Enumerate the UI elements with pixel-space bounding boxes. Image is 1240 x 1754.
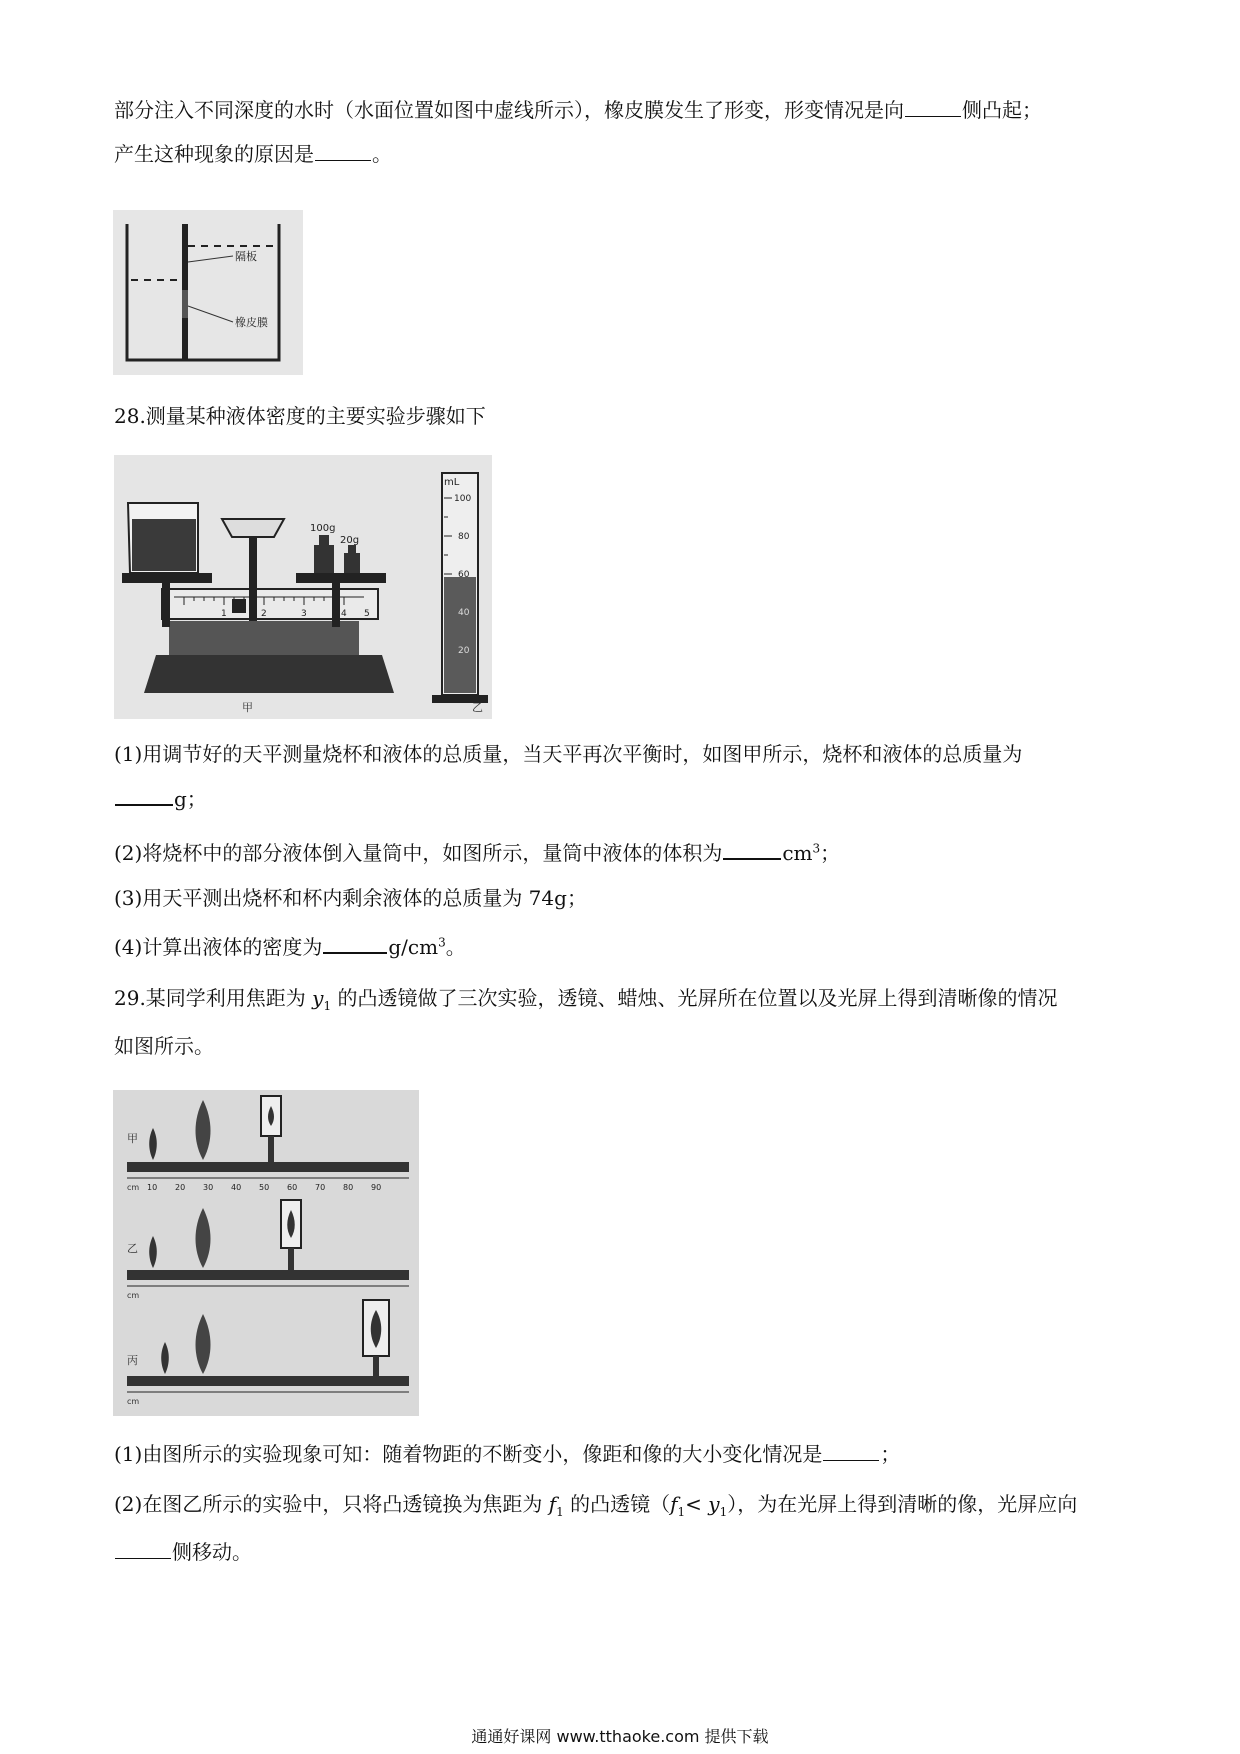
q29-step-2-cont bbox=[114, 1538, 1126, 1566]
q29-lt: < bbox=[685, 1492, 709, 1516]
scale-tick-label: 4 bbox=[341, 609, 347, 619]
bench-tick: 20 bbox=[175, 1183, 186, 1192]
rider bbox=[232, 599, 246, 613]
q28-answer-blank-density[interactable] bbox=[323, 932, 387, 954]
q27-text-d: 。 bbox=[372, 142, 392, 166]
q29-text-line-1 bbox=[114, 984, 1126, 1012]
q28-answer-blank-volume[interactable] bbox=[723, 838, 781, 860]
q29-step-2-text-b: 的凸透镜（ bbox=[563, 1492, 671, 1516]
q28-step-1-cont bbox=[114, 784, 1126, 813]
cylinder-tick: 20 bbox=[458, 646, 470, 656]
bench-tick: 60 bbox=[287, 1183, 298, 1192]
q29-step-1-text: (1)由图所示的实验现象可知：随着物距的不断变小，像距和像的大小变化情况是 bbox=[114, 1442, 823, 1466]
q29-var-f: f bbox=[548, 1492, 557, 1516]
q29-step-2-text-a: (2)在图乙所示的实验中，只将凸透镜换为焦距为 bbox=[114, 1492, 549, 1516]
q28-step-4-end: 。 bbox=[445, 935, 466, 959]
q29-answer-blank-1[interactable] bbox=[823, 1440, 879, 1461]
q29-figure-container bbox=[113, 1090, 419, 1416]
q28-figure-container bbox=[114, 455, 492, 719]
q29-text-b: 的凸透镜做了三次实验，透镜、蜡烛、光屏所在位置以及光屏上得到清晰像的情况 bbox=[331, 986, 1058, 1010]
q29-var-y: y bbox=[312, 986, 324, 1010]
q29-figure bbox=[113, 1090, 419, 1416]
q27-text-b: 侧凸起； bbox=[962, 98, 1042, 122]
mass-label-100g: 100g bbox=[310, 523, 336, 534]
q28-step-1-text: (1)用调节好的天平测量烧杯和液体的总质量，当天平再次平衡时，如图甲所示，烧杯和液体的总质量为 bbox=[114, 742, 1023, 766]
bench-tick: 30 bbox=[203, 1183, 214, 1192]
q28-step-2-unit: cm bbox=[782, 841, 813, 865]
bench-tick: 10 bbox=[147, 1183, 158, 1192]
q27-text-a: 部分注入不同深度的水时（水面位置如图中虚线所示），橡皮膜发生了形变，形变情况是向 bbox=[114, 98, 904, 122]
cylinder-tick: 40 bbox=[458, 608, 470, 618]
q28-step-2-text: (2)将烧杯中的部分液体倒入量筒中，如图所示，量筒中液体的体积为 bbox=[114, 841, 723, 865]
scale-tick-label: 2 bbox=[261, 609, 267, 619]
mass-label-20g: 20g bbox=[340, 535, 360, 546]
q28-step-2-end: ； bbox=[820, 841, 841, 865]
bench-unit-2: cm bbox=[127, 1291, 140, 1300]
q27-text-line-1 bbox=[114, 96, 1126, 124]
q28-step-4-unit: g/cm bbox=[388, 935, 439, 959]
q29-text-c: 如图所示。 bbox=[114, 1034, 214, 1058]
membrane-label: 橡皮膜 bbox=[235, 316, 268, 329]
q29-sub: 1 bbox=[677, 1505, 686, 1519]
page-footer: 通通好课网 www.tthaoke.com 提供下载 bbox=[471, 1727, 769, 1746]
q27-answer-blank-1[interactable] bbox=[905, 96, 961, 117]
q29-var-y: y bbox=[708, 1492, 720, 1516]
q28-step-2-sup: 3 bbox=[812, 841, 821, 856]
q29-step-1 bbox=[114, 1440, 1126, 1468]
cylinder-tick: 60 bbox=[458, 570, 470, 580]
bench-tick: 90 bbox=[371, 1183, 382, 1192]
q29-step-2-text-d: 侧移动。 bbox=[172, 1540, 252, 1564]
q28-step-4-sup: 3 bbox=[438, 935, 446, 950]
q28-step-3 bbox=[114, 884, 1126, 912]
bench-tick: 70 bbox=[315, 1183, 326, 1192]
partition-label: 隔板 bbox=[235, 250, 257, 263]
caption-yi: 乙 bbox=[127, 1242, 138, 1255]
q27-figure-container bbox=[113, 210, 303, 375]
q29-sub: 1 bbox=[323, 999, 332, 1013]
q29-sub: 1 bbox=[719, 1505, 728, 1519]
q27-text-c: 产生这种现象的原因是 bbox=[114, 142, 314, 166]
q28-step-4-text: (4)计算出液体的密度为 bbox=[114, 935, 323, 959]
bench-tick: 50 bbox=[259, 1183, 270, 1192]
bench-unit-3: cm bbox=[127, 1397, 140, 1406]
q29-sub: 1 bbox=[556, 1505, 564, 1519]
scale-tick-label: 5 bbox=[364, 609, 370, 619]
q28-step-1 bbox=[114, 740, 1126, 768]
caption-jia: 甲 bbox=[127, 1132, 138, 1145]
q29-answer-blank-2[interactable] bbox=[115, 1538, 171, 1559]
q29-step-1-end: ； bbox=[880, 1442, 901, 1466]
scale-tick-label: 1 bbox=[221, 609, 227, 619]
cylinder-unit: mL bbox=[444, 477, 460, 488]
scale-tick-label: 3 bbox=[301, 609, 307, 619]
cylinder-tick: 100 bbox=[454, 494, 472, 504]
q28-title-text: 28.测量某种液体密度的主要实验步骤如下 bbox=[114, 404, 486, 428]
q29-step-2 bbox=[114, 1490, 1126, 1518]
caption-jia: 甲 bbox=[242, 701, 253, 714]
caption-bing: 丙 bbox=[127, 1354, 138, 1367]
q29-var-f: f bbox=[670, 1492, 678, 1516]
q27-figure bbox=[113, 210, 303, 375]
q29-text-line-2 bbox=[114, 1032, 1126, 1060]
q27-text-line-2 bbox=[114, 140, 1126, 168]
q28-title bbox=[114, 402, 1126, 430]
q28-step-1-unit: g； bbox=[174, 787, 207, 811]
bench-tick: 40 bbox=[231, 1183, 242, 1192]
q29-step-2-text-c: ），为在光屏上得到清晰的像，光屏应向 bbox=[727, 1492, 1078, 1516]
q28-step-3-text: (3)用天平测出烧杯和杯内剩余液体的总质量为 74g； bbox=[114, 886, 587, 910]
q28-answer-blank-mass[interactable] bbox=[115, 784, 173, 806]
q28-step-2 bbox=[114, 838, 1126, 867]
q29-text-a: 29.某同学利用焦距为 bbox=[114, 986, 313, 1010]
cylinder-tick: 80 bbox=[458, 532, 470, 542]
caption-yi: 乙 bbox=[472, 701, 483, 714]
bench-unit-1: cm bbox=[127, 1183, 140, 1192]
q28-figure bbox=[114, 455, 492, 719]
bench-tick: 80 bbox=[343, 1183, 354, 1192]
q28-step-4 bbox=[114, 932, 1126, 961]
q27-answer-blank-2[interactable] bbox=[315, 140, 371, 161]
